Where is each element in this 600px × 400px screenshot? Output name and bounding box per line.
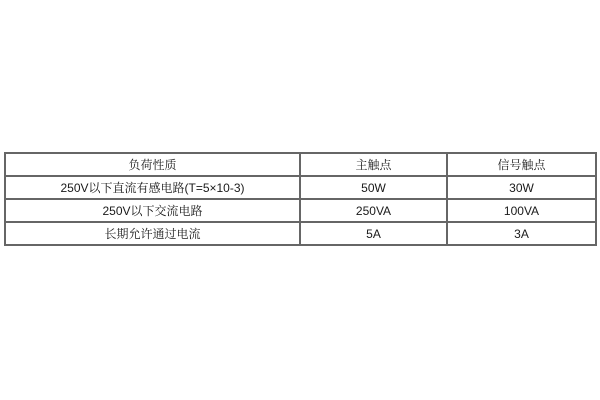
cell-load-nature-ac-circuit: 250V以下交流电路 bbox=[5, 199, 300, 222]
header-row bbox=[5, 153, 596, 176]
cell-main-contact-ac-circuit: 250VA bbox=[300, 199, 447, 222]
table-row-continuous-current bbox=[5, 222, 596, 245]
table-body bbox=[5, 176, 596, 245]
cell-main-contact-dc-inductive: 50W bbox=[300, 176, 447, 199]
table-row-ac-circuit bbox=[5, 199, 596, 222]
contact-load-spec-table bbox=[4, 152, 597, 246]
cell-signal-contact-dc-inductive: 30W bbox=[447, 176, 596, 199]
table-header bbox=[5, 153, 596, 176]
cell-signal-contact-continuous-current: 3A bbox=[447, 222, 596, 245]
column-header-load-nature: 负荷性质 bbox=[5, 153, 300, 176]
column-header-signal-contact: 信号触点 bbox=[447, 153, 596, 176]
column-header-main-contact: 主触点 bbox=[300, 153, 447, 176]
cell-main-contact-continuous-current: 5A bbox=[300, 222, 447, 245]
table-row-dc-inductive bbox=[5, 176, 596, 199]
cell-load-nature-continuous-current: 长期允许通过电流 bbox=[5, 222, 300, 245]
cell-load-nature-dc-inductive: 250V以下直流有感电路(T=5×10-3) bbox=[5, 176, 300, 199]
cell-signal-contact-ac-circuit: 100VA bbox=[447, 199, 596, 222]
